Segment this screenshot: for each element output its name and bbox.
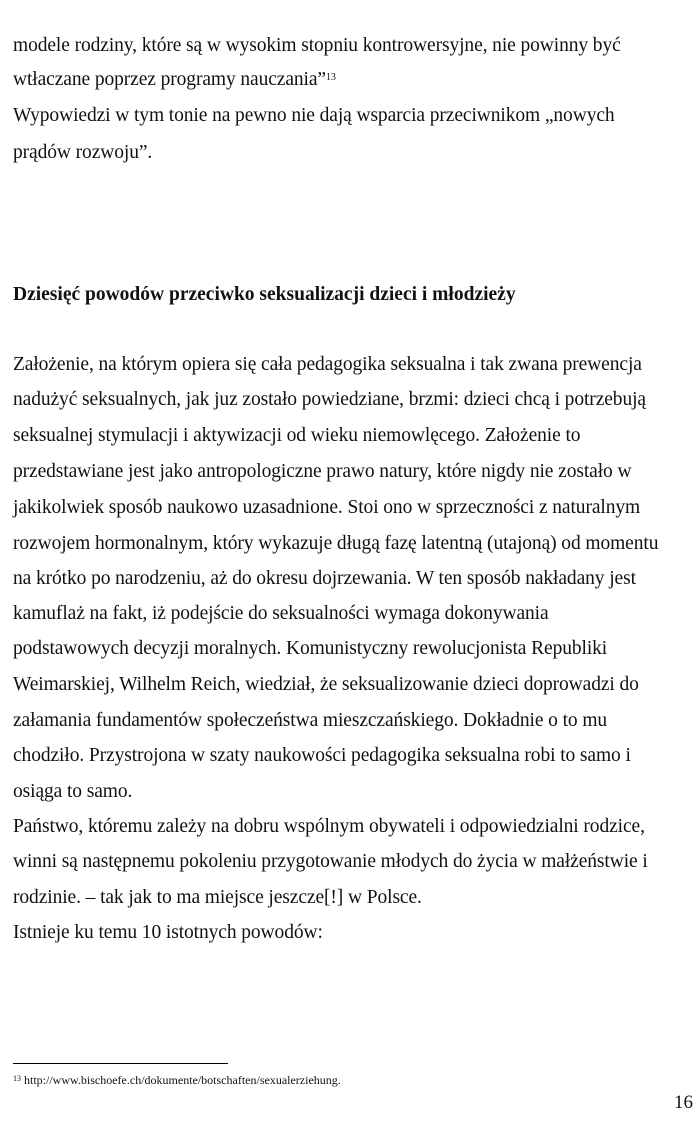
footnote: [13, 1073, 341, 1087]
body-line-16: rodzinie. – tak jak to ma miejsce jeszcze[!] w Polsce.: [13, 887, 422, 908]
body-line-8: kamuflaż na fakt, iż podejście do seksualności wymaga dokonywania: [13, 603, 549, 624]
intro-line-2-text: wtłaczane poprzez programy nauczania”: [13, 69, 326, 90]
footnote-reference: 13: [326, 72, 336, 83]
footnote-divider: [13, 1063, 228, 1064]
body-line-4: przedstawiane jest jako antropologiczne prawo natury, które nigdy nie zostało w: [13, 461, 632, 482]
intro-line-2: [13, 68, 336, 92]
body-line-7: na krótko po narodzeniu, aż do okresu dojrzewania. W ten sposób nakładany jest: [13, 568, 636, 589]
body-line-12: chodziło. Przystrojona w szaty naukowości pedagogika seksualna robi to samo i: [13, 745, 631, 766]
body-line-13: osiąga to samo.: [13, 781, 133, 802]
body-line-17: Istnieje ku temu 10 istotnych powodów:: [13, 922, 323, 943]
footnote-number: 13: [13, 1074, 21, 1083]
body-line-2: nadużyć seksualnych, jak juz zostało powiedziane, brzmi: dzieci chcą i potrzebują: [13, 389, 646, 410]
body-line-11: załamania fundamentów społeczeństwa mieszczańskiego. Dokładnie o to mu: [13, 710, 608, 731]
body-line-15: winni są następnemu pokoleniu przygotowanie młodych do życia w małżeństwie i: [13, 851, 648, 872]
section-heading: Dziesięć powodów przeciwko seksualizacji dzieci i młodzieży: [13, 284, 516, 305]
body-line-6: rozwojem hormonalnym, który wykazuje długą fazę latentną (utajoną) od momentu: [13, 533, 659, 554]
page-number: 16: [674, 1092, 693, 1113]
body-line-3: seksualnej stymulacji i aktywizacji od wieku niemowlęcego. Założenie to: [13, 425, 581, 446]
intro-line-4: prądów rozwoju”.: [13, 142, 153, 163]
body-line-14: Państwo, któremu zależy na dobru wspólnym obywateli i odpowiedzialni rodzice,: [13, 816, 645, 837]
body-line-1: Założenie, na którym opiera się cała pedagogika seksualna i tak zwana prewencja: [13, 354, 642, 375]
intro-line-1: modele rodziny, które są w wysokim stopniu kontrowersyjne, nie powinny być: [13, 35, 621, 56]
intro-line-3: Wypowiedzi w tym tonie na pewno nie dają wsparcia przeciwnikom „nowych: [13, 105, 615, 126]
footnote-text: http://www.bischoefe.ch/dokumente/botschaften/sexualerziehung.: [21, 1073, 341, 1087]
body-line-10: Weimarskiej, Wilhelm Reich, wiedział, że seksualizowanie dzieci doprowadzi do: [13, 674, 639, 695]
body-line-5: jakikolwiek sposób naukowo uzasadnione. Stoi ono w sprzeczności z naturalnym: [13, 497, 641, 518]
body-line-9: podstawowych decyzji moralnych. Komunistyczny rewolucjonista Republiki: [13, 638, 608, 659]
